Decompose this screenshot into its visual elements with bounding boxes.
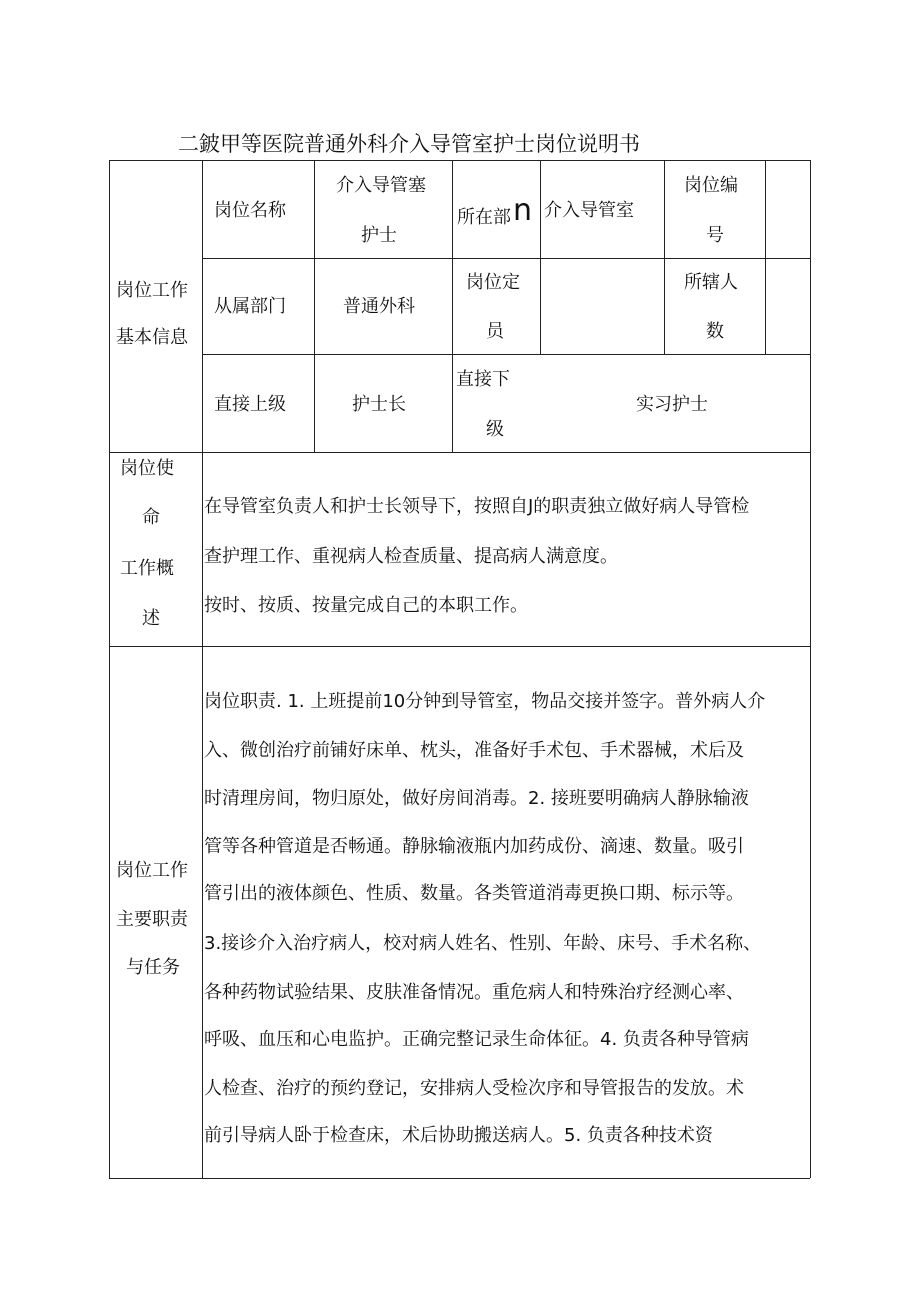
post-name-value-line1: 介入导管塞 — [336, 175, 426, 196]
dept-label: 所在部 — [457, 207, 511, 228]
superior-label: 直接上级 — [214, 394, 286, 415]
staffing-label-line2: 员 — [486, 321, 504, 342]
mission-text-line: 按时、按质、按量完成自己的本职工作。 — [204, 595, 528, 616]
mission-label-line2: 命 — [142, 507, 160, 528]
mission-label-line3: 工作概 — [120, 558, 174, 579]
subordinate-label-line1: 直接下 — [456, 369, 510, 390]
post-name-label: 岗位名称 — [214, 200, 286, 221]
duties-text-line: 管等各种管道是否畅通。静脉输液瓶内加药成份、滴速、数量。吸引 — [204, 836, 744, 857]
mission-text-line: 查护理工作、重视病人检查质量、提高病人满意度。 — [204, 546, 618, 567]
post-no-label-line1: 岗位编 — [684, 175, 738, 196]
duties-text-line: 前引导病人卧于检查床，术后协助搬送病人。5. 负责各种技术资 — [204, 1125, 713, 1146]
post-no-label-line2: 号 — [706, 225, 724, 246]
basic-info-label-line1: 岗位工作 — [116, 280, 188, 301]
subordinate-label-line2: 级 — [486, 419, 504, 440]
mission-label-line4: 述 — [142, 608, 160, 629]
subordinates-count-label-line1: 所辖人 — [684, 272, 738, 293]
post-name-value-line2: 护士 — [361, 225, 397, 246]
duties-label-line3: 与任务 — [126, 957, 180, 978]
duties-text-line: 时清理房间，物归原处，做好房间消毒。2. 接班要明确病人静脉输液 — [204, 788, 749, 809]
dept-label-glyph: n — [513, 193, 533, 228]
duties-text-line: 入、微创治疗前铺好床单、枕头，准备好手术包、手术器械，术后及 — [204, 740, 744, 761]
superior-value: 护士长 — [352, 394, 406, 415]
dept-value: 介入导管室 — [544, 200, 634, 221]
parent-dept-value: 普通外科 — [343, 296, 415, 317]
duties-text-line: 岗位职责. 1. 上班提前10分钟到导管室，物品交接并签字。普外病人介 — [204, 691, 766, 712]
subordinate-value: 实习护士 — [636, 394, 708, 415]
duties-label-line2: 主要职责 — [116, 909, 188, 930]
mission-label-line1: 岗位使 — [120, 458, 174, 479]
parent-dept-label: 从属部门 — [214, 296, 286, 317]
duties-text-line: 呼吸、血压和心电监护。正确完整记录生命体征。4. 负责各种导管病 — [204, 1029, 749, 1050]
duties-text-line: 管引出的液体颜色、性质、数量。各类管道消毒更换口期、标示等。 — [204, 883, 744, 904]
duties-label-line1: 岗位工作 — [116, 860, 188, 881]
duties-text-line: 各种药物试验结果、皮肤准备情况。重危病人和特殊治疗经测心率、 — [204, 982, 744, 1003]
page-title: 二鈹甲等医院普通外科介入导管室护士岗位说明书 — [178, 132, 640, 156]
subordinates-count-label-line2: 数 — [706, 321, 724, 342]
duties-text-line: 人检查、治疗的预约登记，安排病人受检次序和导管报告的发放。术 — [204, 1078, 744, 1099]
duties-text-line: 3.接诊介入治疗病人，校对病人姓名、性别、年龄、床号、手术名称、 — [204, 933, 762, 954]
basic-info-label-line2: 基本信息 — [116, 327, 188, 348]
staffing-label-line1: 岗位定 — [466, 272, 520, 293]
mission-text-line: 在导管室负责人和护士长领导下，按照自J的职责独立做好病人导管检 — [204, 496, 750, 517]
